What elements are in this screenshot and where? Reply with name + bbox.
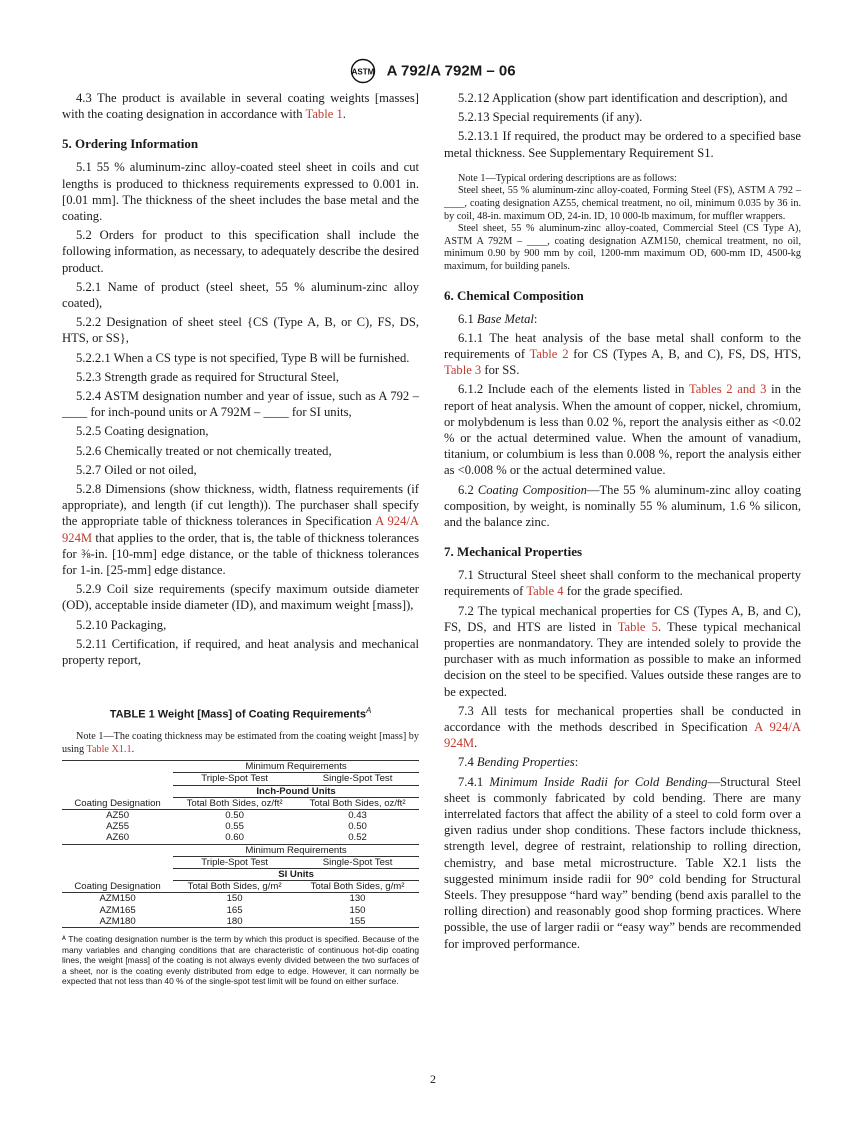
table-header-inch-col: Total Both Sides, oz/ft²	[186, 797, 283, 809]
table-header-min-req: Minimum Requirements	[173, 844, 419, 856]
para-6-1-1: 6.1.1 The heat analysis of the base metal shall conform to the requirements of Table 2 for CS (Types A, B, and C), FS, DS, HTS, Table 3 for SS.	[444, 330, 802, 378]
table-1-title: TABLE 1 Weight [Mass] of Coating Requirements$^A$	[109, 706, 372, 721]
table-header-coat-des: Coating Designation	[74, 880, 161, 892]
para-5-2-5: 5.2.5 Coating designation,	[76, 424, 209, 439]
link-table-2[interactable]: Table 2	[529, 346, 569, 361]
page-number: 2	[430, 1072, 436, 1086]
table-row: AZM150 150 130	[99, 893, 366, 905]
table-1-note: Note 1—The coating thickness may be estimated from the coating weight [mass] by using Table X1.1.	[62, 730, 419, 755]
link-table-3[interactable]: Table 3	[444, 363, 482, 378]
right-column	[444, 90, 801, 955]
para-6-2: 6.2 Coating Composition—The 55 % aluminum-zinc alloy coating composition, by weight, is nominally 55 % aluminum, 1.6 % silicon, and the balance zinc.	[444, 482, 801, 529]
para-6-1-2: 6.1.2 Include each of the elements listed in Tables 2 and 3 in the report of heat analysis. When the amount of copper, nickel, chromium, or molybdenum is less than 0.02 %, report the analysis either as <0.02 % or the actual determined value. When the amount of vanadium, titanium, or columbium is less than 0.008 %, report the analysis either as <0.008 % or the actual determined value.	[444, 382, 801, 478]
heading-ordering-information: 5. Ordering Information	[62, 136, 199, 152]
svg-text:ASTM: ASTM	[352, 67, 375, 77]
para-5-2-13: 5.2.13 Special requirements (if any).	[458, 110, 643, 125]
table-header-si-col: Total Both Sides, g/m²	[310, 881, 405, 893]
coating-requirements-table	[62, 760, 419, 928]
para-5-2-1: 5.2.1 Name of product (steel sheet, 55 % aluminum-zinc alloy coated),	[62, 279, 419, 311]
table-header-single: Single-Spot Test	[296, 773, 419, 785]
link-a924[interactable]: A 924/A 924M	[62, 514, 419, 545]
para-5-2-10: 5.2.10 Packaging,	[76, 617, 167, 632]
para-5-2-12: 5.2.12 Application (show part identification and description), and	[458, 91, 788, 105]
table-header-min-req: Minimum Requirements	[173, 761, 419, 773]
link-table-5[interactable]: Table 5	[617, 619, 658, 634]
para-4-3: 4.3 The product is available in several coating weights [masses] with the coating designation in accordance with Table 1.	[62, 91, 419, 122]
table-row: AZ50 0.50 0.43	[106, 809, 367, 821]
para-5-2-2: 5.2.2 Designation of sheet steel {CS (Type A, B, or C), FS, DS, HTS, or SS},	[62, 315, 419, 346]
table-header-triple: Triple-Spot Test	[173, 856, 296, 868]
page-header	[0, 58, 866, 84]
para-7-1: 7.1 Structural Steel sheet shall conform to the mechanical property requirements of Table 4 for the grade specified.	[444, 568, 801, 599]
table-header-coat-des: Coating Designation	[74, 797, 161, 809]
link-tables-2-3[interactable]: Tables 2 and 3	[688, 382, 767, 397]
table-row: AZM165 165 150	[99, 904, 366, 916]
table-header-triple: Triple-Spot Test	[173, 773, 296, 785]
link-table-4[interactable]: Table 4	[526, 584, 564, 599]
para-5-2-9: 5.2.9 Coil size requirements (specify maximum outside diameter (OD), acceptable inside diameter (ID), and maximum weight [mass]),	[62, 582, 419, 613]
para-7-4-1: 7.4.1 Minimum Inside Radii for Cold Bending—Structural Steel sheet is commonly fabricated by cold bending. There are many interrelated factors that affect the ability of a steel to cold form over a given radius under shop conditions. These factors include thickness, strength level, degree of restraint, relationship to rolling direction, chemistry, and base metal microstructure. Table X2.1 lists the suggested minimum inside radii for 90° cold bending for Structural Steels. They presuppose “hard way” bending (bend axis parallel to the rolling direction) and reasonably good shop forming practices. Where possible, the use of larger radii or “easy way” bends are recommended for improved performance.	[444, 774, 801, 951]
para-5-2-13-1: 5.2.13.1 If required, the product may be ordered to a specified base metal thickness. See Supplementary Requirement S1.	[444, 129, 801, 160]
table-row: AZ60 0.60 0.52	[62, 832, 419, 844]
table-header-single: Single-Spot Test	[296, 856, 419, 868]
para-5-2-11: 5.2.11 Certification, if required, and heat analysis and mechanical property report,	[62, 636, 419, 668]
table-1-footnote: ᴬ The coating designation number is the term by which this product is specified. Because of the many variables and changing conditions that are characteristic of continuous hot-dip coating lines, the weight [mass] of the coating is not always evenly divided between the two surfaces of a sheet, nor is the coating evenly distributed from edge to edge. However, it can normally be expected that not less than 40 % of the single-spot test limit will be found on either surface.	[62, 933, 419, 987]
para-5-2-4: 5.2.4 ASTM designation number and year of issue, such as A 792 – ____ for inch-pound units or A 792M – ____ for SI units,	[62, 389, 419, 420]
link-table-x1-1[interactable]: Table X1.1	[86, 743, 132, 755]
table-header-si-col: Total Both Sides, g/m²	[187, 881, 282, 893]
table-header-inch-col: Total Both Sides, oz/ft²	[309, 797, 406, 809]
heading-mechanical-properties: 7. Mechanical Properties	[444, 544, 583, 560]
para-5-2-7: 5.2.7 Oiled or not oiled,	[76, 462, 197, 477]
table-row: AZ55 0.55 0.50	[106, 821, 367, 833]
para-5-2: 5.2 Orders for product to this specification shall include the following information, as necessary, to adequately describe the desired product.	[62, 228, 419, 275]
table-row: AZM180 180 155	[62, 916, 419, 928]
para-7-3: 7.3 All tests for mechanical properties shall be conducted in accordance with the methods described in Specification A 924/A 924M.	[444, 703, 801, 751]
para-5-2-2-1: 5.2.2.1 When a CS type is not specified, Type B will be furnished.	[76, 350, 410, 365]
heading-chemical-composition: 6. Chemical Composition	[444, 287, 584, 303]
para-7-4: 7.4 Bending Properties:	[458, 755, 579, 770]
para-7-2: 7.2 The typical mechanical properties for CS (Types A, B, and C), FS, DS, and HTS are listed in Table 5. These typical mechanical properties are nonmandatory. They are intended solely to provide the purchaser with as much information as possible to make an informed decision on the steel to be specified. Values outside these ranges are to be expected.	[444, 603, 801, 699]
para-5-2-6: 5.2.6 Chemically treated or not chemically treated,	[76, 443, 332, 458]
para-5-2-8: 5.2.8 Dimensions (show thickness, width, flatness requirements (if appropriate), and length (if cut length)). The purchaser shall specify the appropriate table of thickness tolerances in Specification A 924/A 924M that applies to the order, that is, the table of thickness tolerances for ⅜-in. [10-mm] edge distance, or the table of thickness tolerances for 1-in. [25-mm] edge distance.	[62, 482, 419, 578]
astm-logo-icon	[350, 58, 376, 84]
link-table-1[interactable]: Table 1	[305, 107, 343, 122]
ordering-note: Note 1—Typical ordering descriptions are as follows: Steel sheet, 55 % aluminum-zinc alloy-coated, Forming Steel (FS), ASTM A 792 – ____, coating designation AZ55, chemical treatment, no oil, minimum 0.035 by 36 in. by coil, 48-in. maximum OD, 24-in. ID, 10 000-lb maximum, for muffler wrappers. Steel sheet, 55 % aluminum-zinc alloy-coated, Commercial Steel (CS Type A), ASTM A 792M – ____, coating designation AZM150, chemical treatment, no oil, minimum 0.90 by 900 mm by coil, 1200-mm maximum OD, 600-mm ID, 4500-kg maximum, for building panels.	[444, 172, 801, 272]
table-header-inch-units: Inch-Pound Units	[173, 785, 419, 797]
document-title: A 792/A 792M – 06	[386, 62, 516, 80]
table-header-si-units: SI Units	[173, 868, 419, 880]
para-6-1: 6.1 Base Metal:	[458, 311, 538, 326]
link-a924-2[interactable]: A 924/A 924M	[444, 720, 801, 751]
para-5-2-3: 5.2.3 Strength grade as required for Structural Steel,	[76, 369, 339, 384]
para-5-1: 5.1 55 % aluminum-zinc alloy-coated steel sheet in coils and cut lengths is produced to thickness requirements expressed to 0.001 in. [0.01 mm]. The thickness of the sheet includes the base metal and the coating.	[62, 160, 419, 224]
left-column	[62, 90, 419, 987]
